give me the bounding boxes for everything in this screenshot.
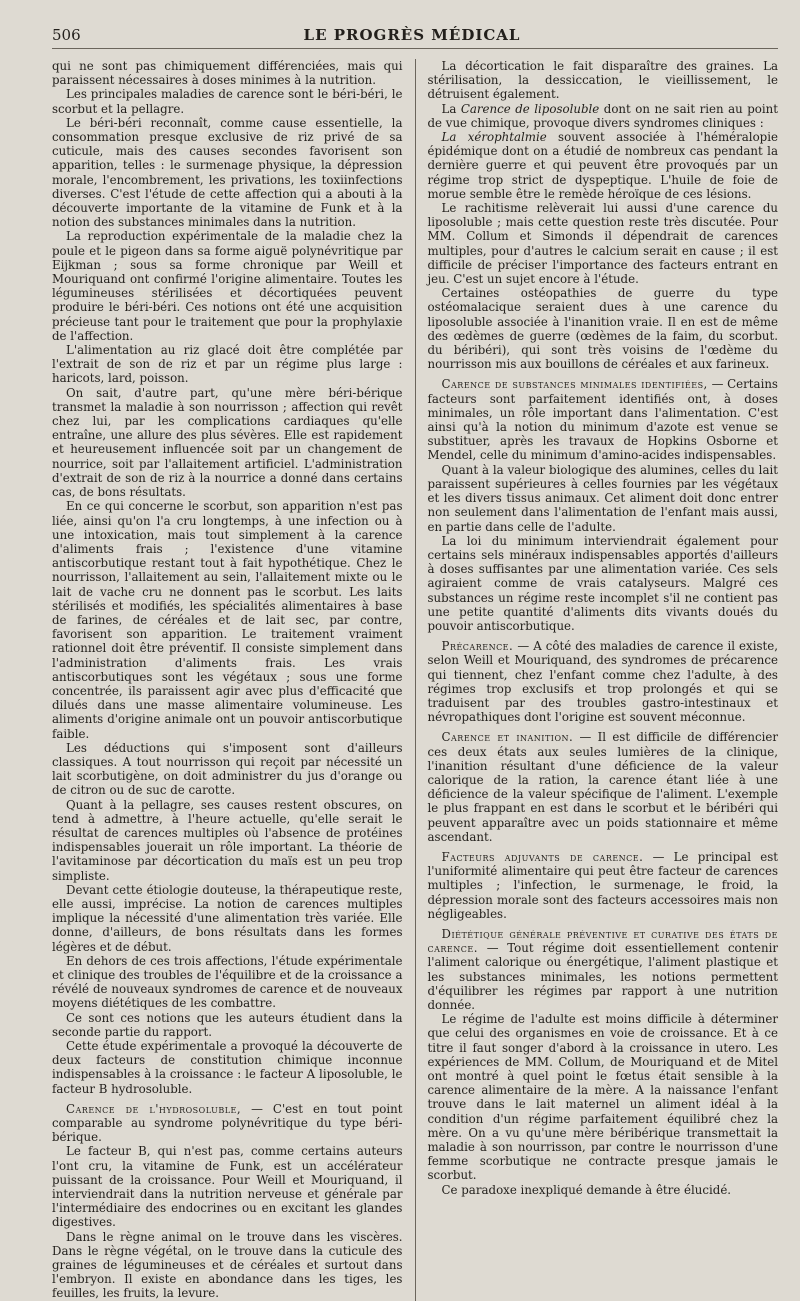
paragraph-lead: La — [441, 101, 461, 116]
paragraph-text: Le béri-béri reconnaît, comme cause essentielle, la consommation presque exclusive de riz privé de sa cuticule, mais des causes secondes favorisent son apparition, telles : le surmenage physique, la dépression morale, l'encombrement, les privations, les toxiinfections diverses. C'est l'étude de cette affection qui a abouti à la découverte importante de la vitamine de Funk et à la notion des substances minimales dans la nutrition. — [52, 115, 403, 230]
paragraph — [52, 499, 403, 740]
paragraph — [52, 386, 403, 500]
paragraph-text: Devant cette étiologie douteuse, la thérapeutique reste, elle aussi, imprécise. La notion de carences multiples implique la nécessité d'une alimentation très variée. Elle donne, d'ailleurs, de bons résultats dans les formes légères et de début. — [52, 882, 403, 954]
paragraph — [428, 850, 779, 921]
paragraph — [52, 954, 403, 1011]
paragraph — [52, 741, 403, 798]
paragraph — [428, 463, 779, 534]
paragraph-text: En dehors de ces trois affections, l'étude expérimentale et clinique des troubles de l'équilibre et de la croissance a révélé de nouveaux syndromes de carence et de nouveaux moyens diététiques de les combattre. — [52, 953, 403, 1011]
paragraph-text: Ce paradoxe inexpliqué demande à être élucidé. — [441, 1182, 732, 1197]
paragraph-text: L'alimentation au riz glacé doit être complétée par l'extrait de son de riz et par un régime plus large : haricots, lard, poisson. — [52, 343, 403, 386]
paragraph — [52, 1102, 403, 1145]
paragraph — [52, 1011, 403, 1039]
section-heading: Précarence. — [441, 639, 514, 654]
paragraph — [52, 1144, 403, 1229]
paragraph — [428, 730, 779, 844]
paragraph-text: Le rachitisme relèverait lui aussi d'une carence du liposoluble ; mais cette question reste très discutée. Pour MM. Collum et Simonds il dépendrait de carences multiples, pour d'autres le calcium serait en cause ; il est difficile de préciser l'importance des facteurs entrant en jeu. C'est un sujet encore à l'étude. — [427, 201, 778, 287]
paragraph-text: La reproduction expérimentale de la maladie chez la poule et le pigeon dans sa forme aiguë polynévritique par Eijkman ; sous sa forme chronique par Weill et Mouriquand ont confirmé l'origine alimentaire. Toutes les légumineuses stérilisées et décortiquées peuvent produire le béri-béri. Ces notions ont été une acquisition précieuse tant pour le traitement que pour la prophylaxie de l'affection. — [52, 229, 403, 343]
paragraph-text: dont on ne sait rien au point de vue chimique, provoque divers syndromes cliniques : — [427, 101, 778, 130]
paragraph-text: En ce qui concerne le scorbut, son apparition n'est pas liée, ainsi qu'on l'a cru longtemps, à une infection ou à une intoxication, mais tout simplement à la carence d'aliments frais ; l'existence d'une vitamine antiscorbutique restant tout à fait hypothétique. Chez le nourrisson, l'allaitement au sein, l'allaitement mixte ou le lait de vache cru ne donnent pas le scorbut. Les laits stérilisés et modifiés, les spécialités alimentaires à base de farines, de céréales et de lait sec, par contre, favorisent son apparition. Le traitement vraiment rationnel doit être préventif. Il consiste simplement dans l'administration d'aliments frais. Les vrais antiscorbutiques sont les végétaux ; sous une forme concentrée, ils paraissent agir avec plus d'efficacité que dilués dans une masse alimentaire volumineuse. Les aliments d'origine animale ont un pouvoir antiscorbutique faible. — [52, 499, 403, 741]
text-columns — [52, 59, 778, 1301]
section-heading: Facteurs adjuvants de carence. — [441, 849, 644, 864]
paragraph — [52, 59, 403, 87]
paragraph-text: Le facteur B, qui n'est pas, comme certains auteurs l'ont cru, la vitamine de Funk, est un accélérateur puissant de la croissance. Pour Weill et Mouriquand, il interviendrait dans la nutrition nerveuse et générale par l'intermédiaire des endocrines ou en excitant les glandes digestives. — [52, 1144, 403, 1230]
paragraph — [428, 639, 779, 724]
paragraph — [428, 102, 779, 130]
paragraph — [428, 59, 779, 102]
paragraph-text: Les principales maladies de carence sont le béri-béri, le scorbut et la pellagre. — [52, 87, 403, 116]
paragraph-text: — Certains facteurs sont parfaitement identifiés ont, à doses minimales, un rôle important dans l'alimentation. C'est ainsi qu'à la notion du minimum d'azote est venue se substituer, après les travaux de Hopkins Osborne et Mendel, celle du minimum d'amino-acides indispensables. — [427, 377, 778, 463]
paragraph-text: La loi du minimum interviendrait également pour certains sels minéraux indispensables apportés d'ailleurs à doses suffisantes par une alimentation variée. Ces sels agiraient comme de vrais catalyseurs. Malgré ces substances un régime reste incomplet s'il ne contient pas une petite quantité d'aliments dits vivants doués du pouvoir antiscorbutique. — [427, 533, 778, 633]
paragraph — [52, 1039, 403, 1096]
paragraph-text: Cette étude expérimentale a provoqué la découverte de deux facteurs de constitution chimique inconnue indispensables à la croissance : le facteur A liposoluble, le facteur B hydrosoluble. — [52, 1039, 403, 1096]
paragraph-text: — A côté des maladies de carence il existe, selon Weill et Mouriquand, des syndromes de précarence qui tiennent, chez l'enfant comme chez l'adulte, à des régimes trop exclusifs et trop prolongés et qui se traduisent par des troubles gastro-intestinaux et névropathiques dont l'origine est souvent méconnue. — [427, 639, 778, 725]
paragraph — [428, 130, 779, 201]
paragraph — [428, 1012, 779, 1182]
paragraph-text: La décortication le fait disparaître des graines. La stérilisation, la dessiccation, le vieillissement, le détruisent également. — [427, 59, 778, 102]
section-heading: Carence et inanition. — [441, 730, 574, 745]
paragraph — [428, 1183, 779, 1197]
paragraph — [428, 286, 779, 371]
section-heading: Carence de l'hydrosoluble, — [66, 1101, 242, 1116]
section-heading: Diététique générale préventive et curative des états de carence. — [427, 926, 778, 956]
paragraph-text: On sait, d'autre part, qu'une mère béri-bérique transmet la maladie à son nourrisson ; affection qui revêt chez lui, par les complications cardiaques qu'elle entraîne, une allure des plus sévères. Elle est rapidement et heureusement influencée soit par un changement de nourrice, soit par l'allaitement artificiel. L'administration d'extrait de son de riz à la nourrice a donné dans certains cas, de bons résultats. — [52, 385, 403, 500]
paragraph-text: souvent associée à l'héméralopie épidémique dont on a étudié de nombreux cas pendant la dernière guerre et qui peuvent être provoqués par un régime trop strict de dyspeptique. L'huile de foie de morue semble être le remède héroïque de ces lésions. — [427, 130, 778, 201]
paragraph-text: Les déductions qui s'imposent sont d'ailleurs classiques. A tout nourrisson qui reçoit par nécessité un lait scorbutigène, on doit administrer du jus d'orange ou de citron ou de suc de carotte. — [52, 740, 403, 798]
journal-title: LE PROGRÈS MÉDICAL — [303, 26, 521, 44]
column-divider — [415, 59, 416, 1301]
paragraph-text: Certaines ostéopathies de guerre du type ostéomalacique seraient dues à une carence du liposoluble associée à l'inanition vraie. Il en est de même des œdèmes de guerre (œdèmes de la faim, du scorbut. du béribéri), qui sont très voisins de l'œdème du nourrisson mis aux bouillons de céréales et aux farineux. — [427, 286, 778, 372]
italic-term: La xérophtalmie — [441, 130, 547, 145]
paragraph-text: — Tout régime doit essentiellement contenir l'aliment calorique ou énergétique, l'aliment plastique et les substances minimales, les notions permettent d'équilibrer les régimes par rapport à une nutrition donnée. — [427, 941, 778, 1012]
italic-term: Carence de liposoluble — [460, 101, 600, 116]
paragraph-text: Ce sont ces notions que les auteurs étudient dans la seconde partie du rapport. — [52, 1010, 403, 1039]
paragraph — [52, 343, 403, 386]
paragraph-text: Dans le règne animal on le trouve dans les viscères. Dans le règne végétal, on le trouve dans la cuticule des graines de légumineuses et de céréales et surtout dans l'embryon. Il existe en abondance dans les tiges, les feuilles, les fruits, la levure. — [52, 1229, 403, 1301]
paragraph — [52, 883, 403, 954]
paragraph — [52, 798, 403, 883]
paragraph-text: — Il est difficile de différencier ces deux états aux seules lumières de la clinique, l'inanition résultant d'une déficience de la valeur calorique de la ration, la carence étant liée à une déficience de la valeur spécifique de l'aliment. L'exemple le plus frappant en est dans le scorbut et le béribéri qui peuvent apparaître avec un poids stationnaire et même ascendant. — [427, 730, 778, 844]
section-heading: Carence de substances minimales identifiées, — [441, 377, 708, 392]
paragraph-text: — C'est en tout point comparable au syndrome polynévritique du type béri-bérique. — [52, 1101, 403, 1145]
paragraph — [52, 87, 403, 115]
paragraph-text: Quant à la valeur biologique des alumines, celles du lait paraissent supérieures à celles fournies par les végétaux et les divers tissus animaux. Cet aliment doit donc entrer non seulement dans l'alimentation de l'enfant mais aussi, en partie dans celle de l'adulte. — [427, 462, 778, 534]
paragraph — [52, 116, 403, 230]
paragraph — [428, 927, 779, 1012]
paragraph-text: Le régime de l'adulte est moins difficile à déterminer que celui des organismes en voie de croissance. Et à ce titre il faut songer d'abord à la croissance in utero. Les expériences de MM. Collum, de Mouriquand et de Mitel ont montré à quel point le fœtus était sensible à la carence alimentaire de la mère. A la naissance l'enfant trouve dans le lait maternel un aliment idéal à la condition d'un régime parfaitement équilibré chez la mère. On a vu qu'une mère béribérique transmettait la maladie à son nourrisson, par contre le nourrisson d'une femme scorbutique ne contracte presque jamais le scorbut. — [427, 1012, 778, 1183]
paragraph — [52, 1230, 403, 1301]
paragraph-text: qui ne sont pas chimiquement différenciées, mais qui paraissent nécessaires à doses minimes à la nutrition. — [52, 59, 403, 88]
paragraph — [52, 229, 403, 343]
paragraph-text: — Le principal est l'uniformité alimentaire qui peut être facteur de carences multiples ; l'infection, le surmenage, le froid, la dépression morale sont des facteurs accessoires mais non négligeables. — [427, 849, 778, 921]
left-column — [52, 59, 403, 1301]
paragraph — [428, 377, 779, 462]
right-column — [428, 59, 779, 1301]
paragraph — [428, 201, 779, 286]
page-header — [52, 26, 778, 49]
page-number: 506 — [52, 26, 81, 44]
paragraph-text: Quant à la pellagre, ses causes restent obscures, on tend à admettre, à l'heure actuelle, qu'elle serait le résultat de carences multiples où l'absence de protéines indispensables jouerait un rôle important. La théorie de l'avitaminose par décortication du maïs est un peu trop simpliste. — [52, 797, 403, 883]
paragraph — [428, 534, 779, 633]
